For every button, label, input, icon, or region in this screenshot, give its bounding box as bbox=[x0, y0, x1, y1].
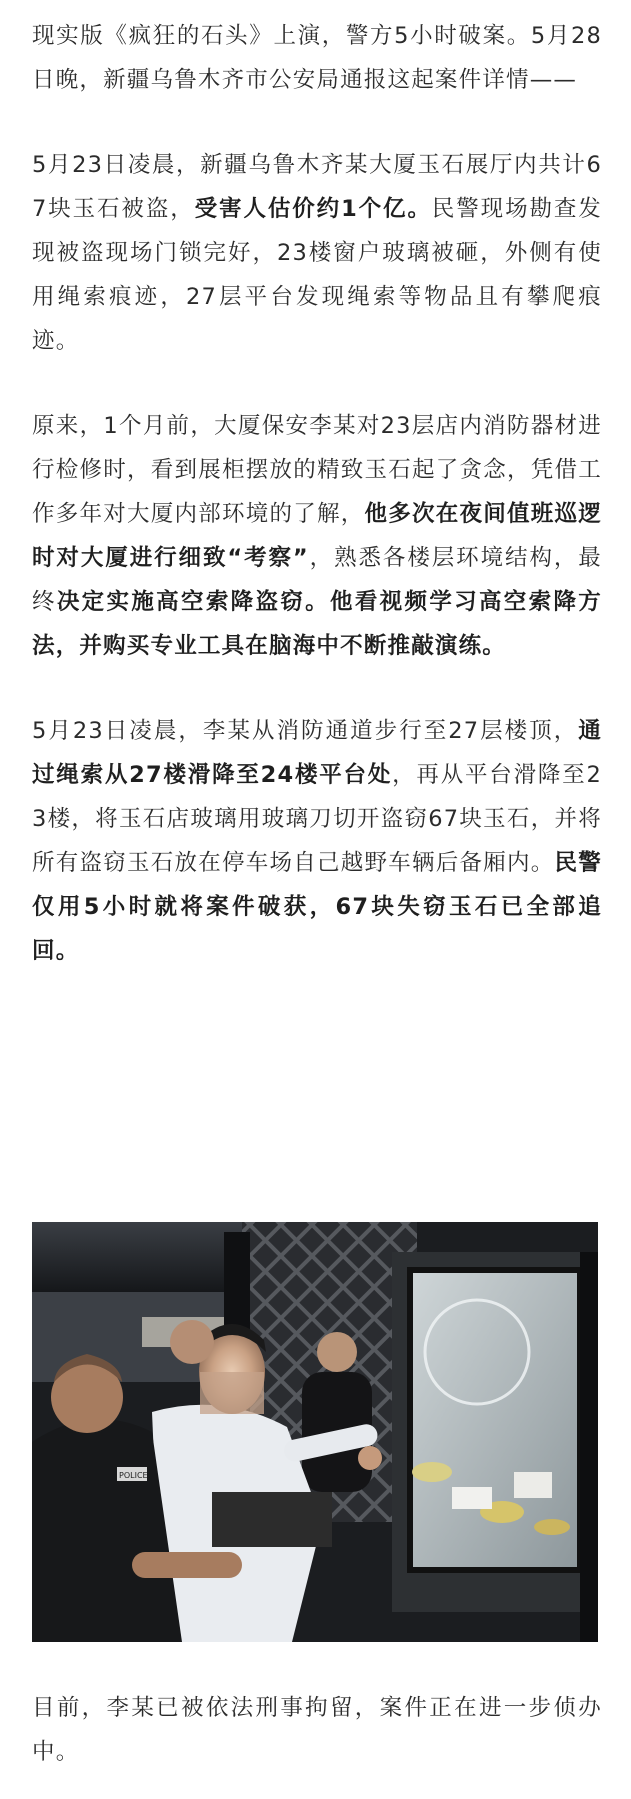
body-text: ，熟悉各楼层环境结构，最终 bbox=[32, 545, 602, 615]
arrest-photo bbox=[32, 1222, 598, 1642]
article-body bbox=[32, 14, 602, 1014]
body-text: 民警现场勘查发现被盗现场门锁完好，23楼窗户玻璃被砸，外侧有使用绳索痕迹，27层平台发现绳索等物品且有攀爬痕迹。 bbox=[32, 196, 603, 354]
paragraph-intro bbox=[32, 14, 602, 102]
paragraph-theft bbox=[32, 143, 602, 363]
emphasis-text: 决定实施高空索降盗窃。他看视频学习高空索降方法，并购买专业工具在脑海中不断推敲演练。 bbox=[32, 589, 603, 659]
paragraph-closing: 目前，李某已被依法刑事拘留，案件正在进一步侦办中。 bbox=[32, 1695, 602, 1765]
body-text: 5月23日凌晨，新疆乌鲁木齐某大厦玉石展厅内共计67块玉石被盗， bbox=[32, 152, 602, 222]
emphasis-text: 受害人估价约1个亿。 bbox=[194, 196, 432, 222]
paragraph-background bbox=[32, 404, 602, 668]
body-text: ，再从平台滑降至23楼，将玉石店玻璃用玻璃刀切开盗窃67块玉石，并将所有盗窃玉石放在停车场自己越野车辆后备厢内。 bbox=[32, 762, 602, 876]
police-vest-label: POLICE bbox=[119, 1471, 148, 1480]
body-text: 5月23日凌晨，李某从消防通道步行至27层楼顶， bbox=[32, 718, 579, 744]
paragraph-method bbox=[32, 709, 602, 973]
body-text: 现实版《疯狂的石头》上演，警方5小时破案。5月28日晚，新疆乌鲁木齐市公安局通报这起案件详情—— bbox=[32, 23, 602, 93]
emphasis-text: 通过绳索从27楼滑降至24楼平台处 bbox=[32, 718, 602, 788]
emphasis-text: 民警仅用5小时就将案件破获，67块失窃玉石已全部追回。 bbox=[32, 850, 602, 964]
body-text: 原来，1个月前，大厦保安李某对23层店内消防器材进行检修时，看到展柜摆放的精致玉石起了贪念，凭借工作多年对大厦内部环境的了解， bbox=[32, 413, 602, 527]
emphasis-text: 他多次在夜间值班巡逻时对大厦进行细致“考察” bbox=[32, 501, 602, 571]
